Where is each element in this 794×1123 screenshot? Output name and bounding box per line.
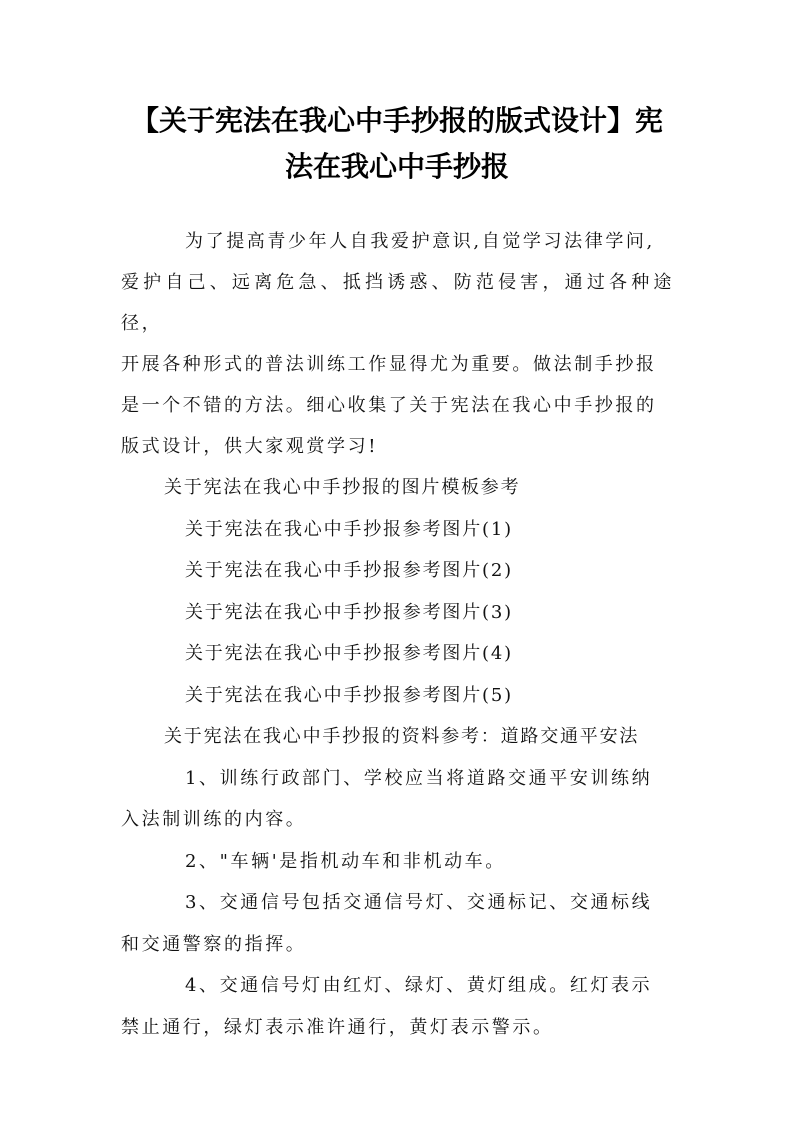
image-caption: 关于宪法在我心中手抄报参考图片(5) [185,684,513,706]
intro-line: 为了提高青少年人自我爱护意识,自觉学习法律学问, [185,231,655,252]
item-line: 禁止通行，绿灯表示准许通行，黄灯表示警示。 [121,1016,554,1038]
image-caption: 关于宪法在我心中手抄报参考图片(4) [185,643,513,664]
intro-line: 开展各种形式的普法训练工作显得尤为重要。做法制手抄报 [121,354,657,375]
template-heading: 关于宪法在我心中手抄报的图片模板参考 [164,477,521,498]
document-body [121,221,674,1048]
material-heading: 关于宪法在我心中手抄报的资料参考：道路交通平安法 [164,726,640,747]
title-line-2: 法在我心中手抄报 [284,150,509,183]
numbered-item [121,758,674,841]
intro-line: 是一个不错的方法。细心收集了关于宪法在我心中手抄报的 [121,395,657,416]
item-line: 和交通警察的指挥。 [121,933,307,955]
intro-paragraph [121,221,674,467]
item-line: 4、交通信号灯由红灯、绿灯、黄灯组成。红灯表示 [185,975,653,996]
item-line: 2、"车辆'是指机动车和非机动车。 [185,850,506,872]
numbered-item [121,841,674,883]
numbered-item [121,965,674,1048]
item-line: 1、训练行政部门、学校应当将道路交通平安训练纳 [185,767,653,789]
item-line: 入法制训练的内容。 [121,809,307,830]
numbered-item [121,882,674,965]
image-caption: 关于宪法在我心中手抄报参考图片(2) [185,560,513,581]
intro-line: 版式设计，供大家观赏学习! [121,436,379,457]
image-caption: 关于宪法在我心中手抄报参考图片(3) [185,601,513,623]
intro-line: 爱护自己、远离危急、抵挡诱惑、防范侵害，通过各种途径， [121,272,674,334]
title-line-1: 【关于宪法在我心中手抄报的版式设计】宪 [130,104,663,137]
document-title [120,98,674,190]
item-line: 3、交通信号包括交通信号灯、交通标记、交通标线 [185,892,653,913]
image-caption: 关于宪法在我心中手抄报参考图片(1) [185,518,513,540]
